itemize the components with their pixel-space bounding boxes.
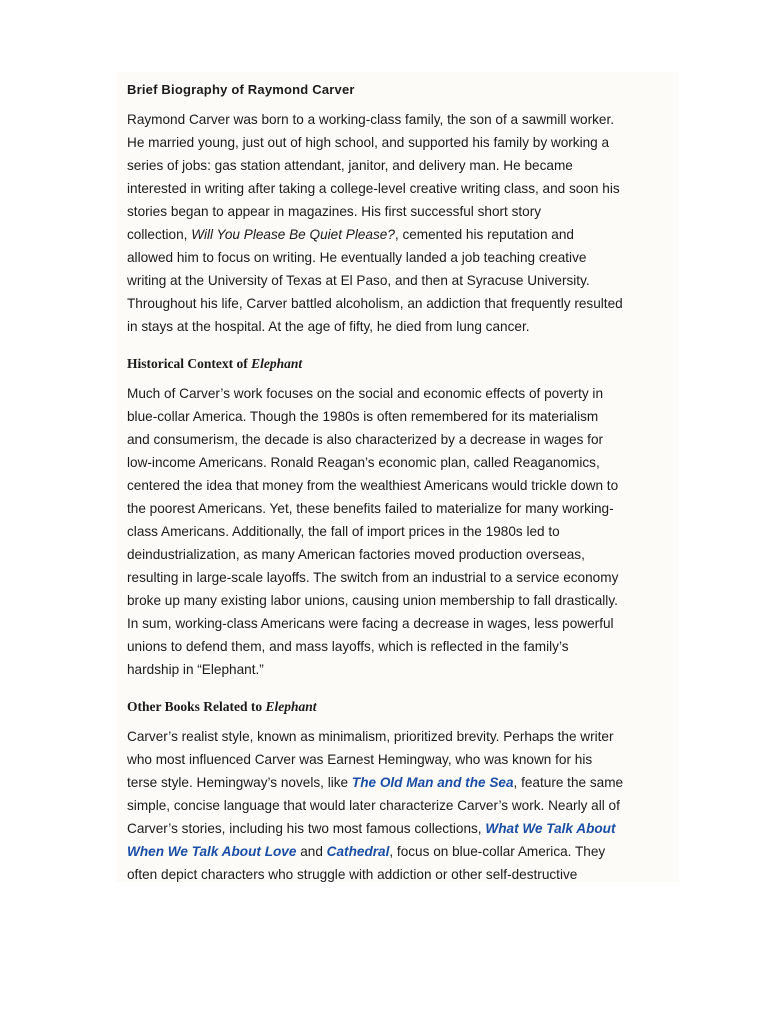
text-fragment: , focus on blue-collar America. They	[389, 844, 606, 859]
bio-line: allowed him to focus on writing. He eventually landed a job teaching creative	[127, 250, 587, 265]
context-paragraph	[127, 382, 683, 681]
book-title: Will You Please Be Quiet Please?	[191, 227, 395, 242]
bio-line: stories began to appear in magazines. His first successful short story	[127, 204, 542, 219]
context-line: deindustrialization, as many American factories moved production overseas,	[127, 547, 585, 562]
related-heading	[127, 697, 683, 717]
context-line: resulting in large-scale layoffs. The switch from an industrial to a service economy	[127, 570, 619, 585]
context-line: the poorest Americans. Yet, these benefits failed to materialize for many working-	[127, 501, 614, 516]
text-fragment: Carver’s stories, including his two most famous collections,	[127, 821, 486, 836]
context-line: low-income Americans. Ronald Reagan’s economic plan, called Reaganomics,	[127, 455, 600, 470]
bio-paragraph	[127, 108, 683, 338]
related-line: simple, concise language that would later characterize Carver’s work. Nearly all of	[127, 798, 620, 813]
context-heading	[127, 354, 683, 374]
related-line: often depict characters who struggle with addiction or other self-destructive	[127, 867, 578, 882]
related-paragraph	[127, 725, 683, 886]
link-cathedral[interactable]: Cathedral	[326, 844, 390, 859]
related-line	[127, 817, 683, 840]
text-fragment: and	[296, 844, 327, 859]
bio-line: interested in writing after taking a college-level creative writing class, and soon his	[127, 181, 620, 196]
bio-line: Raymond Carver was born to a working-class family, the son of a sawmill worker.	[127, 112, 615, 127]
heading-title: Elephant	[251, 356, 303, 371]
bio-line: Throughout his life, Carver battled alcoholism, an addiction that frequently resulted	[127, 296, 623, 311]
related-line: Carver’s realist style, known as minimalism, prioritized brevity. Perhaps the writer	[127, 729, 614, 744]
text-fragment: collection,	[127, 227, 192, 242]
context-line: and consumerism, the decade is also characterized by a decrease in wages for	[127, 432, 604, 447]
context-line: Much of Carver’s work focuses on the social and economic effects of poverty in	[127, 386, 604, 401]
article-content	[127, 80, 683, 902]
context-line: unions to defend them, and mass layoffs, which is reflected in the family’s	[127, 639, 569, 654]
context-line: In sum, working-class Americans were facing a decrease in wages, less powerful	[127, 616, 614, 631]
context-line: blue-collar America. Though the 1980s is often remembered for its materialism	[127, 409, 599, 424]
context-line: broke up many existing labor unions, causing union membership to fall drastically.	[127, 593, 618, 608]
bio-heading: Brief Biography of Raymond Carver	[127, 82, 355, 97]
related-line	[127, 771, 683, 794]
related-line: who most influenced Carver was Earnest Hemingway, who was known for his	[127, 752, 593, 767]
bio-line: writing at the University of Texas at El Paso, and then at Syracuse University.	[127, 273, 590, 288]
heading-title: Elephant	[265, 699, 317, 714]
text-fragment: , feature the same	[513, 775, 624, 790]
link-what-we-talk-about[interactable]: What We Talk About	[485, 821, 616, 836]
bio-line: in stays at the hospital. At the age of fifty, he died from lung cancer.	[127, 319, 530, 334]
context-line: class Americans. Additionally, the fall of import prices in the 1980s led to	[127, 524, 560, 539]
text-fragment: , cemented his reputation and	[394, 227, 574, 242]
context-line: hardship in “Elephant.”	[127, 662, 264, 677]
text-fragment: terse style. Hemingway’s novels, like	[127, 775, 352, 790]
link-old-man-and-the-sea[interactable]: The Old Man and the Sea	[351, 775, 514, 790]
related-line	[127, 840, 683, 863]
bio-line: He married young, just out of high school, and supported his family by working a	[127, 135, 610, 150]
heading-prefix: Other Books Related to	[127, 699, 266, 714]
link-when-we-talk-about-love[interactable]: When We Talk About Love	[127, 844, 297, 859]
heading-prefix: Historical Context of	[127, 356, 252, 371]
bio-line	[127, 223, 683, 246]
bio-line: series of jobs: gas station attendant, janitor, and delivery man. He became	[127, 158, 573, 173]
context-line: centered the idea that money from the wealthiest Americans would trickle down to	[127, 478, 619, 493]
